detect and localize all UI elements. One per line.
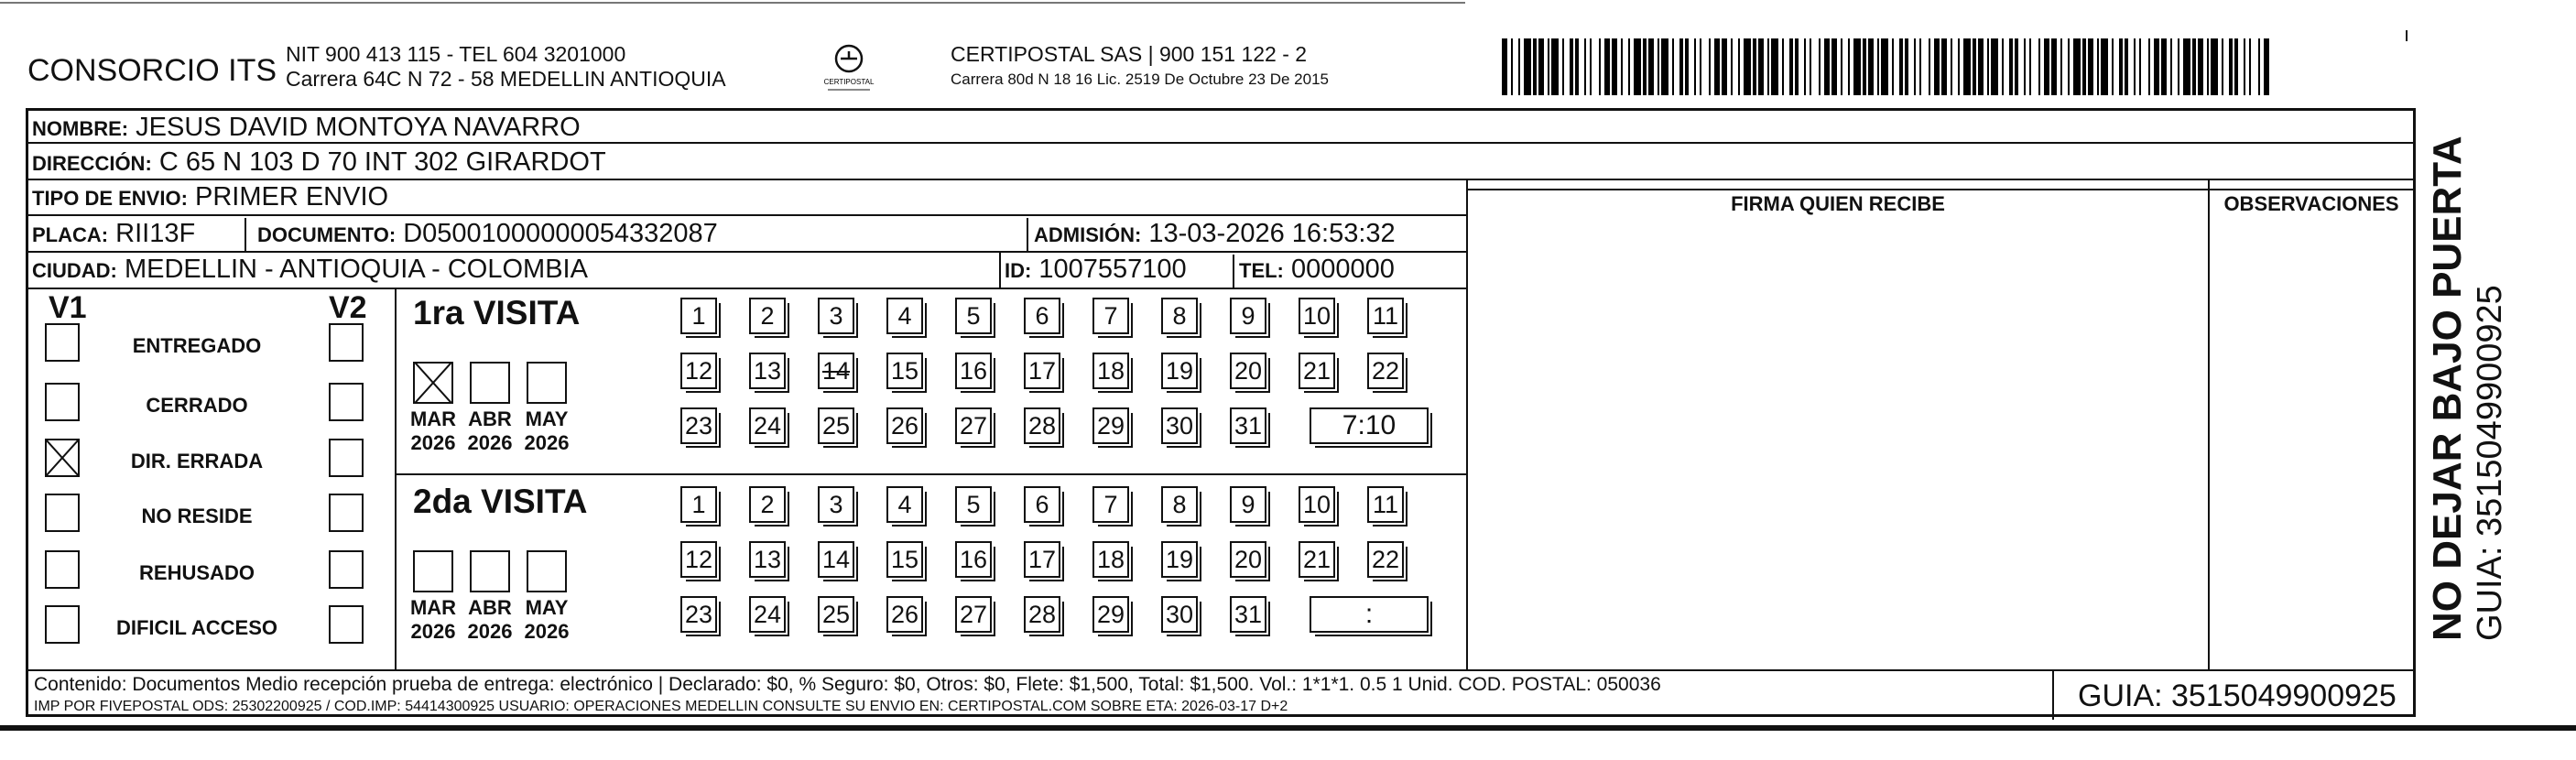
nit-line: NIT 900 413 115 - TEL 604 3201000 [286,42,626,66]
day-number: 31 [1234,411,1263,440]
v2-header: V2 [329,290,367,325]
rule [1466,179,1468,669]
guia-number: GUIA: 3515049900925 [2078,679,2397,713]
status-label: REHUSADO [139,561,255,584]
day-box[interactable] [1299,353,1335,389]
day-number: 17 [1027,356,1057,385]
day-box[interactable] [1367,486,1404,523]
rule [1027,218,1028,251]
day-number: 24 [753,411,782,440]
address-line: Carrera 64C N 72 - 58 MEDELLIN ANTIOQUIA [286,67,726,91]
day-box[interactable] [1299,298,1335,334]
day-number: 1 [691,301,706,330]
rule [28,251,1466,253]
nombre-row [32,113,581,143]
day-number: 22 [1371,545,1400,573]
month-checkbox[interactable] [413,550,453,592]
day-box[interactable] [886,353,923,389]
direccion-value: C 65 N 103 D 70 INT 302 GIRARDOT [158,147,606,177]
rule [28,669,2413,671]
day-box[interactable] [886,541,923,578]
day-number: 16 [959,545,988,573]
side-warning [2425,136,2509,641]
day-number: 19 [1165,545,1194,573]
day-box[interactable] [1230,596,1266,633]
month-label [406,407,461,455]
documento-value: D05001000000054332087 [403,219,718,248]
day-number: 5 [966,301,981,330]
day-box[interactable] [1092,407,1129,444]
no-dejar-warning: NO DEJAR BAJO PUERTA [2425,136,2470,641]
day-box[interactable] [680,486,717,523]
day-number: 20 [1234,356,1263,385]
day-number: 25 [821,411,851,440]
status-label: ENTREGADO [132,334,262,357]
bottom-rule [0,725,2576,731]
day-box[interactable] [1299,486,1335,523]
documento-label: DOCUMENTO: [257,223,397,246]
status-label: DIR. ERRADA [130,450,264,472]
month-name: MAR [409,407,457,430]
v2-checkbox[interactable] [329,323,364,362]
day-number: 12 [684,356,713,385]
day-box[interactable] [886,298,923,334]
top-rule [0,2,1465,4]
v1-checkbox[interactable] [45,383,80,421]
day-box[interactable] [886,596,923,633]
day-number: 10 [1302,490,1331,518]
carrier-license: Carrera 80d N 18 16 Lic. 2519 De Octubre 23 De 2015 [951,71,1329,88]
admision-label: ADMISIÓN: [1034,223,1142,246]
day-box[interactable] [955,486,992,523]
carrier-info [951,42,1329,92]
stray-mark: ı [2404,23,2410,46]
day-number: 15 [890,545,919,573]
day-box[interactable] [1024,486,1060,523]
month-checkbox[interactable] [470,550,510,592]
day-number: 5 [966,490,981,518]
v2-checkbox[interactable] [329,439,364,477]
visit-time-field[interactable]: 7:10 [1310,407,1429,444]
day-number: 6 [1035,301,1049,330]
rule [395,473,1466,475]
day-box[interactable] [818,486,854,523]
v2-checkbox[interactable] [329,383,364,421]
day-box[interactable] [1161,407,1198,444]
day-box[interactable] [886,407,923,444]
day-number: 25 [821,600,851,628]
contents-line: Contenido: Documentos Medio recepción prueba de entrega: electrónico | Declarado: $0, % Seguro: $0, Otros: $0, Flete: $1,500, Total: $1,500. Vol.: 1*1*1. 0.5 1 Unid. COD. POSTAL: 050036 [34,674,1661,695]
admision-cell [1034,219,1396,249]
id-value: 1007557100 [1038,255,1187,284]
barcode [1502,38,2271,95]
day-number: 30 [1165,600,1194,628]
day-box[interactable] [955,353,992,389]
month-label [406,596,461,644]
v1-checkbox[interactable] [45,605,80,644]
v2-checkbox[interactable] [329,550,364,589]
ciudad-value: MEDELLIN - ANTIOQUIA - COLOMBIA [124,255,588,284]
day-box[interactable] [1230,353,1266,389]
day-number: 4 [897,490,912,518]
ciudad-cell [32,255,588,285]
day-number: 19 [1165,356,1194,385]
day-number: 8 [1172,490,1187,518]
v1-checkbox[interactable] [45,439,80,477]
documento-cell [257,219,718,249]
nombre-label: NOMBRE: [32,117,129,140]
ciudad-label: CIUDAD: [32,259,117,282]
day-number: 7 [1103,301,1118,330]
day-number: 8 [1172,301,1187,330]
observaciones-header: OBSERVACIONES [2223,192,2399,215]
day-number: 29 [1096,411,1125,440]
day-box[interactable] [818,541,854,578]
day-box[interactable] [1024,298,1060,334]
day-box[interactable] [1230,298,1266,334]
month-label [462,407,517,455]
day-number: 13 [753,356,782,385]
print-info-line: IMP POR FIVEPOSTAL ODS: 25302200925 / COD.IMP: 54414300925 USUARIO: OPERACIONES MEDELLIN CONSULTE SU ENVIO EN: CERTIPOSTAL.COM SOBRE ETA: 2026-03-17 D+2 [34,699,1288,714]
rule [395,288,397,669]
day-box[interactable] [1092,353,1129,389]
day-box[interactable] [680,298,717,334]
tel-value: 0000000 [1290,255,1395,284]
visit-time-field[interactable]: : [1310,596,1429,633]
day-box[interactable] [1092,298,1129,334]
day-number: 30 [1165,411,1194,440]
rule [245,218,246,251]
day-number: 15 [890,356,919,385]
day-box[interactable] [749,298,786,334]
day-box[interactable] [1161,353,1198,389]
day-box[interactable] [1092,486,1129,523]
rule [28,179,2413,180]
day-box[interactable] [749,353,786,389]
day-number: 18 [1096,545,1125,573]
day-box[interactable] [1024,596,1060,633]
v1-header: V1 [49,290,87,325]
day-number: 18 [1096,356,1125,385]
day-box[interactable] [1161,486,1198,523]
month-year: 2026 [410,620,456,643]
company-info [286,42,726,92]
certipostal-logo [822,40,875,95]
placa-value: RII13F [115,219,196,248]
day-number: 23 [684,600,713,628]
month-label [519,407,574,455]
day-box[interactable] [818,407,854,444]
day-number: 13 [753,545,782,573]
month-label [462,596,517,644]
rule [999,251,1001,288]
day-box[interactable] [955,407,992,444]
day-number: 29 [1096,600,1125,628]
day-box[interactable] [1230,407,1266,444]
day-box[interactable] [1024,407,1060,444]
placa-label: PLACA: [32,223,109,246]
month-year: 2026 [467,620,513,643]
v2-checkbox[interactable] [329,494,364,532]
month-year: 2026 [467,431,513,454]
day-box[interactable] [680,541,717,578]
rule [2052,669,2054,720]
day-number: 17 [1027,545,1057,573]
day-box[interactable] [680,407,717,444]
month-label [519,596,574,644]
day-number: 14 [821,356,851,385]
status-label: DIFICIL ACCESO [115,616,277,639]
day-box[interactable] [1092,541,1129,578]
day-box[interactable] [1092,596,1129,633]
day-number: 2 [760,301,775,330]
day-number: 31 [1234,600,1263,628]
day-number: 9 [1241,490,1255,518]
day-box[interactable] [1161,596,1198,633]
month-checkbox[interactable] [527,550,567,592]
status-label: CERRADO [146,394,248,417]
rule [2208,179,2210,669]
day-box[interactable] [955,541,992,578]
tipo-label: TIPO DE ENVIO: [32,187,188,210]
firma-header: FIRMA QUIEN RECIBE [1731,192,1945,215]
nombre-value: JESUS DAVID MONTOYA NAVARRO [136,113,581,142]
direccion-label: DIRECCIÓN: [32,152,152,175]
visit2-title: 2da VISITA [413,483,588,520]
day-box[interactable] [955,596,992,633]
month-name: ABR [468,407,512,430]
day-number: 1 [691,490,706,518]
rule [28,214,1466,216]
month-name: MAR [409,596,457,619]
month-year: 2026 [524,431,570,454]
day-number: 10 [1302,301,1331,330]
day-box[interactable] [1367,353,1404,389]
day-number: 27 [959,600,988,628]
day-box[interactable] [1299,541,1335,578]
month-checkbox[interactable] [470,362,510,404]
day-number: 11 [1372,490,1399,518]
day-number: 4 [897,301,912,330]
id-label: ID: [1005,259,1032,282]
day-box[interactable] [1367,541,1404,578]
day-box[interactable] [955,298,992,334]
day-number: 2 [760,490,775,518]
day-number: 28 [1027,411,1057,440]
day-number: 24 [753,600,782,628]
day-number: 20 [1234,545,1263,573]
tel-cell [1239,255,1395,285]
month-checkbox[interactable] [413,362,453,404]
month-name: ABR [468,596,512,619]
day-box[interactable] [1024,541,1060,578]
tipo-value: PRIMER ENVIO [194,182,389,212]
day-box[interactable] [749,407,786,444]
day-number: 11 [1372,301,1399,330]
day-number: 16 [959,356,988,385]
day-box[interactable] [818,353,854,389]
day-box[interactable] [1367,298,1404,334]
carrier-line: CERTIPOSTAL SAS | 900 151 122 - 2 [951,42,1308,66]
day-box[interactable] [749,486,786,523]
day-number: 9 [1241,301,1255,330]
day-box[interactable] [886,486,923,523]
month-checkbox[interactable] [527,362,567,404]
day-number: 28 [1027,600,1057,628]
rule [1466,189,2413,190]
tel-label: TEL: [1239,259,1284,282]
month-year: 2026 [410,431,456,454]
day-number: 14 [821,545,851,573]
day-number: 21 [1302,545,1331,573]
rule [1233,255,1234,288]
day-number: 12 [684,545,713,573]
day-box[interactable] [818,298,854,334]
day-box[interactable] [749,541,786,578]
day-number: 23 [684,411,713,440]
logo-wordmark: CERTIPOSTAL [823,78,875,86]
v2-checkbox[interactable] [329,605,364,644]
direccion-row [32,147,606,178]
day-box[interactable] [1230,541,1266,578]
id-cell [1005,255,1187,285]
placa-cell [32,219,195,249]
day-box[interactable] [1024,353,1060,389]
day-number: 26 [890,600,919,628]
day-number: 3 [829,490,843,518]
day-number: 27 [959,411,988,440]
v1-checkbox[interactable] [45,550,80,589]
day-number: 26 [890,411,919,440]
month-year: 2026 [524,620,570,643]
day-box[interactable] [1161,541,1198,578]
day-box[interactable] [1230,486,1266,523]
admision-value: 13-03-2026 16:53:32 [1148,219,1396,248]
month-name: MAY [525,596,569,619]
v1-checkbox[interactable] [45,323,80,362]
side-guia: GUIA: 3515049900925 [2471,285,2509,641]
day-number: 22 [1371,356,1400,385]
status-label: NO RESIDE [141,505,253,527]
day-number: 21 [1302,356,1331,385]
v1-checkbox[interactable] [45,494,80,532]
visit1-title: 1ra VISITA [413,294,581,331]
month-name: MAY [525,407,569,430]
tipo-row [32,182,388,212]
day-number: 7 [1103,490,1118,518]
day-box[interactable] [749,596,786,633]
guide-form [26,108,2416,717]
day-box[interactable] [680,596,717,633]
day-box[interactable] [1161,298,1198,334]
day-box[interactable] [818,596,854,633]
company-name: CONSORCIO ITS [27,53,277,88]
day-box[interactable] [680,353,717,389]
day-number: 3 [829,301,843,330]
rule [28,288,1466,289]
day-number: 6 [1035,490,1049,518]
